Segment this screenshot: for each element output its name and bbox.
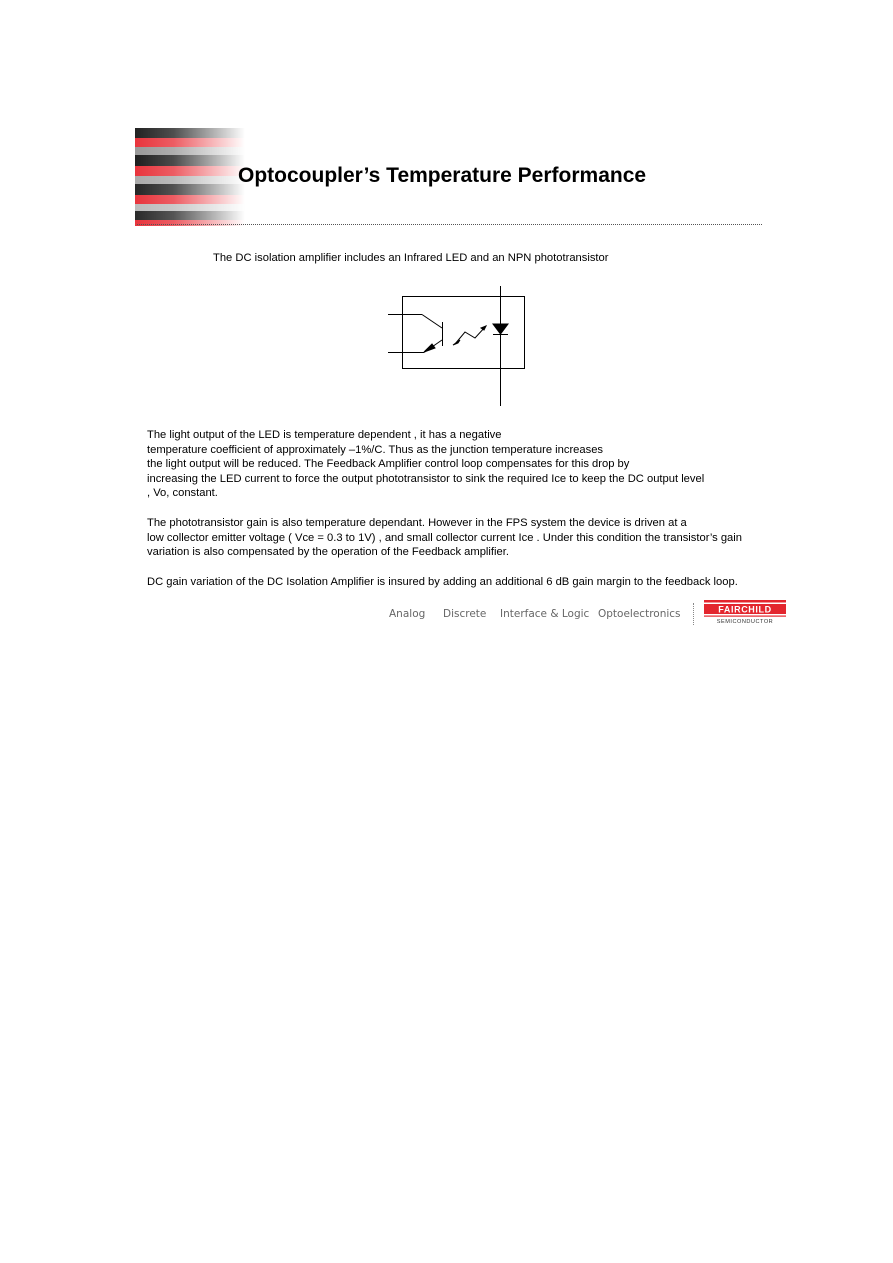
paragraph-line: variation is also compensated by the operation of the Feedback amplifier. (147, 546, 509, 559)
paragraph-line: DC gain variation of the DC Isolation Amplifier is insured by adding an additional 6 dB gain margin to the feedback loop. (147, 576, 738, 588)
title-divider (137, 224, 762, 225)
page-title: Optocoupler’s Temperature Performance (238, 164, 647, 187)
paragraph-line: low collector emitter voltage ( Vce = 0.3 to 1V) , and small collector current Ice . Under this condition the transistor’s gain (147, 531, 742, 544)
paragraph-line: The light output of the LED is temperature dependent , it has a negative (147, 429, 502, 441)
paragraph-line: increasing the LED current to force the output phototransistor to sink the required Ice to keep the DC output level (147, 472, 705, 485)
paragraph-line: temperature coefficient of approximately –1%/C. Thus as the junction temperature increases (147, 443, 604, 456)
footer-nav-optoelectronics[interactable]: Optoelectronics (598, 608, 681, 620)
paragraph-line: , Vo, constant. (147, 487, 218, 500)
logo-subtext: SEMICONDUCTOR (716, 618, 774, 624)
logo-text: FAIRCHILD (718, 604, 772, 615)
fairchild-logo[interactable] (704, 600, 786, 624)
footer-nav-interface-logic[interactable]: Interface & Logic (500, 608, 590, 620)
paragraph-line: the light output will be reduced. The Feedback Amplifier control loop compensates for this drop by (147, 458, 630, 471)
intro-text: The DC isolation amplifier includes an Infrared LED and an NPN phototransistor (213, 252, 609, 264)
optocoupler-schematic-icon (380, 282, 540, 410)
paragraph-line: The phototransistor gain is also temperature dependant. However in the FPS system the device is driven at a (147, 517, 687, 529)
footer-separator (693, 603, 694, 625)
paragraph-dc-gain (147, 575, 738, 590)
footer-nav-discrete[interactable]: Discrete (443, 608, 487, 620)
paragraph-led-temperature (147, 428, 704, 501)
header-stripes-graphic (135, 128, 245, 226)
paragraph-phototransistor-gain (147, 516, 742, 560)
footer-nav-analog[interactable]: Analog (389, 608, 426, 620)
